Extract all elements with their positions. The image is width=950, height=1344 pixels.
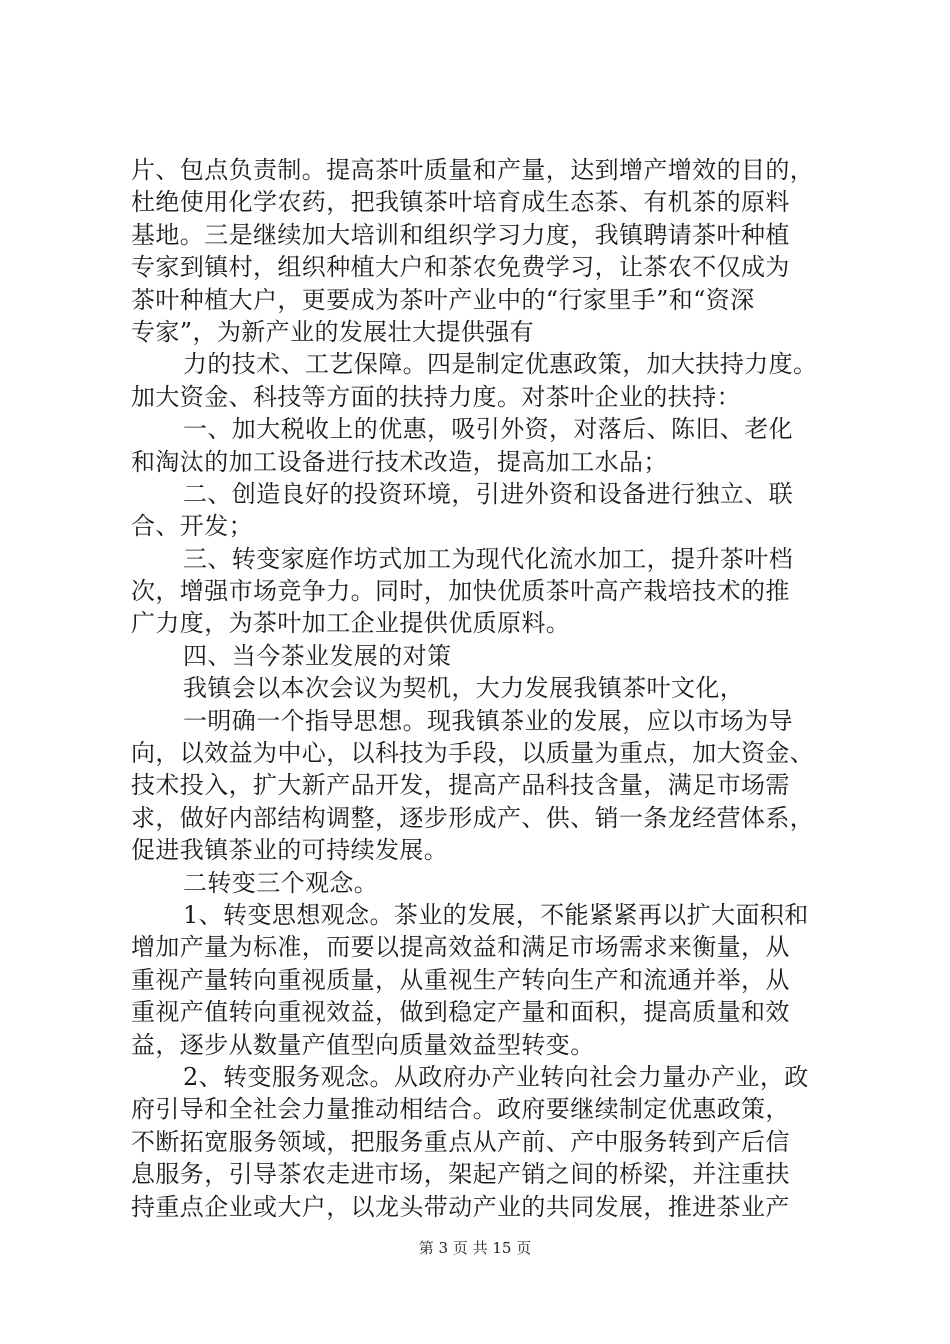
- text-line: 二转变三个观念。: [183, 868, 379, 897]
- text-line: 促进我镇茶业的可持续发展。: [131, 836, 449, 865]
- text-line: 次，增强市场竞争力。同时，加快优质茶叶高产栽培技术的推: [131, 577, 790, 606]
- text-line: 重视产量转向重视质量，从重视生产转向生产和流通并举，从: [131, 965, 790, 994]
- text-line: 专家到镇村，组织种植大户和茶农免费学习，让茶农不仅成为: [131, 253, 790, 282]
- text-line: 二、创造良好的投资环境，引进外资和设备进行独立、联: [183, 479, 793, 508]
- text-line: 持重点企业或大户，以龙头带动产业的共同发展，推进茶业产: [131, 1192, 790, 1221]
- text-line: 四、当今茶业发展的对策: [183, 641, 452, 670]
- text-line: 息服务，引导茶农走进市场，架起产销之间的桥梁，并注重扶: [131, 1160, 790, 1189]
- text-line: 杜绝使用化学农药，把我镇茶叶培育成生态茶、有机茶的原料: [131, 188, 790, 217]
- text-line: 增加产量为标准，而要以提高效益和满足市场需求来衡量，从: [131, 933, 790, 962]
- text-line: 我镇会以本次会议为契机，大力发展我镇茶叶文化，: [183, 674, 745, 703]
- text-line: 益，逐步从数量产值型向质量效益型转变。: [131, 1030, 595, 1059]
- text-line: 求，做好内部结构调整，逐步形成产、供、销一条龙经营体系，: [131, 803, 815, 832]
- text-line: 力的技术、工艺保障。四是制定优惠政策，加大扶持力度。: [183, 350, 818, 379]
- text-line: 不断拓宽服务领域，把服务重点从产前、产中服务转到产后信: [131, 1127, 790, 1156]
- text-line: 基地。三是继续加大培训和组织学习力度，我镇聘请茶叶种植: [131, 220, 790, 249]
- text-line: 一、加大税收上的优惠，吸引外资，对落后、陈旧、老化: [183, 415, 793, 444]
- text-line: 广力度，为茶叶加工企业提供优质原料。: [131, 609, 571, 638]
- text-line: 三、转变家庭作坊式加工为现代化流水加工，提升茶叶档: [183, 544, 793, 573]
- text-line: 茶叶种植大户，更要成为茶叶产业中的“行家里手”和“资深: [131, 285, 755, 314]
- text-line: 技术投入，扩大新产品开发，提高产品科技含量，满足市场需: [131, 771, 790, 800]
- text-line: 2、转变服务观念。从政府办产业转向社会力量办产业，政: [183, 1062, 809, 1091]
- document-body: [131, 154, 843, 1223]
- text-line: 1、转变思想观念。茶业的发展，不能紧紧再以扩大面积和: [183, 900, 809, 929]
- text-line: 向，以效益为中心，以科技为手段，以质量为重点，加大资金、: [131, 739, 815, 768]
- text-line: 片、包点负责制。提高茶叶质量和产量，达到增产增效的目的，: [131, 156, 815, 184]
- text-line: 加大资金、科技等方面的扶持力度。对茶叶企业的扶持：: [131, 382, 741, 411]
- text-line: 重视产值转向重视效益，做到稳定产量和面积，提高质量和效: [131, 998, 790, 1027]
- text-line: 专家”，为新产业的发展壮大提供强有: [131, 317, 535, 346]
- text-line: 一明确一个指导思想。现我镇茶业的发展，应以市场为导: [183, 706, 793, 735]
- page-number-footer: 第 3 页 共 15 页: [418, 1239, 532, 1257]
- text-line: 和淘汰的加工设备进行技术改造，提高加工水品；: [131, 447, 668, 476]
- text-line: 府引导和全社会力量推动相结合。政府要继续制定优惠政策，: [131, 1095, 790, 1124]
- text-line: 合、开发；: [131, 512, 253, 541]
